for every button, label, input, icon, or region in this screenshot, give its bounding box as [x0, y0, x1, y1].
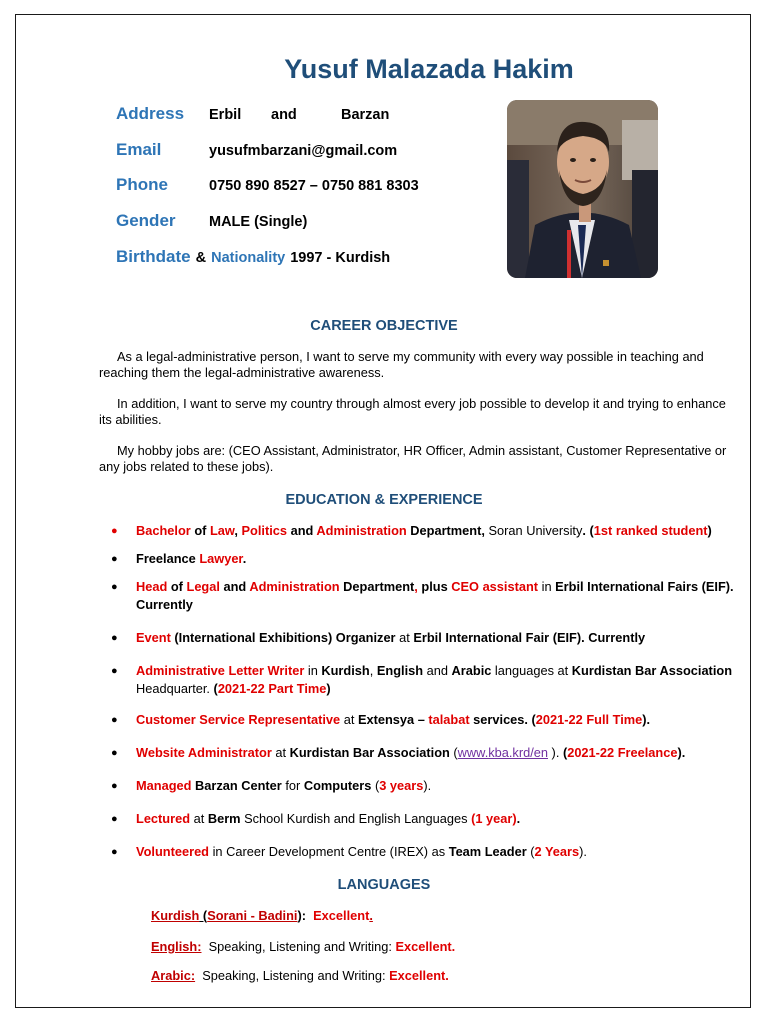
education-text-run: 1st ranked student	[593, 523, 708, 538]
address-row	[116, 104, 389, 128]
education-text-run: Politics	[241, 523, 288, 538]
education-text-run: Lectured	[136, 811, 191, 826]
education-text-run: Head	[136, 579, 168, 594]
education-text-run: Computers	[303, 778, 372, 793]
education-text-run: and	[287, 523, 317, 538]
arabic-skills: Speaking, Listening and Writing:	[202, 968, 386, 983]
education-text-run: (	[526, 844, 535, 859]
ampersand: &	[195, 250, 207, 266]
education-text-run: Managed	[136, 778, 192, 793]
bullet-icon: ●	[111, 780, 118, 792]
education-text-run: Administrative Letter Writer	[136, 663, 305, 678]
education-text-run: Department,	[406, 523, 489, 538]
gender-label: Gender	[116, 211, 176, 230]
birthdate-label: Birthdate	[116, 247, 191, 266]
education-text-run: and	[219, 579, 250, 594]
education-text-run: )	[326, 681, 331, 696]
kurdish-dot: .	[369, 908, 373, 923]
phone-row	[116, 175, 419, 199]
bullet-icon: ●	[111, 553, 118, 565]
education-text-run: Kurdistan Bar Association	[289, 745, 450, 760]
english-label: English:	[151, 939, 202, 954]
education-text-run: Headquarter.	[136, 681, 214, 696]
nationality-label: Nationality	[211, 250, 286, 266]
career-paragraph-1	[99, 349, 739, 381]
bullet-icon: ●	[111, 665, 118, 677]
english-skills: Speaking, Listening and Writing:	[208, 939, 392, 954]
education-text-run: talabat	[428, 712, 470, 727]
education-text-run: Website Administrator	[136, 745, 272, 760]
bullet-icon: ●	[111, 813, 118, 825]
education-text-run: Erbil International Fair (EIF). Currently	[413, 630, 646, 645]
education-text-run: 3 years	[379, 778, 424, 793]
education-text-run: Arabic	[451, 663, 492, 678]
education-text-run: Customer Service Representative	[136, 712, 341, 727]
education-text-run: Bachelor	[136, 523, 191, 538]
education-text-run: ,	[234, 523, 242, 538]
profile-photo	[507, 100, 658, 278]
education-text-run: ,	[369, 663, 377, 678]
education-text-run: Legal	[186, 579, 220, 594]
education-item-text	[136, 843, 741, 861]
education-text-run: Kurdish	[321, 663, 370, 678]
education-text-run: Kurdistan Bar Association	[571, 663, 733, 678]
education-text-run: 2021-22 Full Time	[535, 712, 643, 727]
education-text-run: 2 Years	[534, 844, 580, 859]
education-text-run: .	[242, 551, 247, 566]
email-value[interactable]: yusufmbarzani@gmail.com	[209, 143, 398, 159]
address-label: Address	[116, 104, 185, 123]
education-text-run: services. (	[469, 712, 536, 727]
education-text-run: Extensya –	[357, 712, 429, 727]
career-paragraph-1-text: As a legal-administrative person, I want to serve my community with every way possible in teaching and reaching them the legal-administrative awareness.	[99, 349, 704, 380]
education-text-run: for	[285, 778, 304, 793]
education-text-run: (	[562, 745, 568, 760]
gender-row	[116, 211, 307, 235]
bullet-icon: ●	[111, 632, 118, 644]
education-text-run: at	[271, 745, 290, 760]
languages-heading: LANGUAGES	[337, 877, 431, 893]
education-text-run: in Career Development Centre (IREX) as	[209, 844, 449, 859]
email-label: Email	[116, 140, 162, 159]
education-item-text	[136, 810, 741, 828]
education-text-run: (International Exhibitions) Organizer	[170, 630, 400, 645]
education-item-text	[136, 777, 741, 795]
career-paragraph-2	[99, 396, 739, 428]
bullet-icon: ●	[111, 714, 118, 726]
education-text-run: Department	[339, 579, 415, 594]
education-text-run: )	[707, 523, 712, 538]
education-item-text	[136, 578, 741, 614]
kurdish-label: Kurdish	[151, 908, 200, 923]
language-kurdish	[151, 907, 373, 925]
address-word: Barzan	[341, 107, 390, 123]
education-text-run: and	[423, 663, 452, 678]
education-text-run: (	[213, 681, 218, 696]
education-text-run: Team Leader	[448, 844, 527, 859]
bullet-icon: ●	[111, 747, 118, 759]
education-text-run: (	[371, 778, 380, 793]
phone-label: Phone	[116, 175, 168, 194]
education-text-run: in	[538, 579, 556, 594]
education-text-run: Berm	[207, 811, 241, 826]
education-text-run: Event	[136, 630, 171, 645]
birthdate-row	[116, 247, 390, 271]
birth-nationality-value: 1997 - Kurdish	[290, 250, 391, 266]
gender-value: MALE (Single)	[209, 214, 308, 230]
education-text-run: Barzan Center	[191, 778, 286, 793]
education-text-run: Erbil International Fairs (EIF). Currently	[136, 579, 734, 612]
education-text-run: CEO assistant	[451, 579, 539, 594]
education-item-text	[136, 550, 741, 568]
kurdish-open: (	[199, 908, 208, 923]
arabic-level: Excellent.	[389, 968, 449, 983]
career-paragraph-2-text: In addition, I want to serve my country through almost every job possible to develop it and trying to enhance its abilities.	[99, 396, 726, 427]
education-text-run: Administration	[316, 523, 407, 538]
education-text-run: ).	[677, 745, 686, 760]
education-text-run: 2021-22 Freelance	[567, 745, 678, 760]
bullet-icon: ●	[111, 846, 118, 858]
education-text-run: ,	[414, 579, 418, 594]
kurdish-close: ):	[297, 908, 307, 923]
education-text-run: Lawyer	[199, 551, 243, 566]
education-text-run: ).	[642, 712, 651, 727]
education-text-run: of	[167, 579, 187, 594]
education-text-run: ).	[423, 778, 432, 793]
bullet-icon: ●	[111, 581, 118, 593]
website-link[interactable]: www.kba.krd/en	[457, 745, 548, 760]
language-english	[151, 938, 455, 956]
education-text-run: ).	[579, 844, 587, 859]
education-text-run: School Kurdish and English Languages	[240, 811, 472, 826]
education-heading: EDUCATION & EXPERIENCE	[285, 492, 483, 508]
career-paragraph-3-text: My hobby jobs are: (CEO Assistant, Administrator, HR Officer, Admin assistant, Customer Representative or any jobs related to these jobs).	[99, 443, 727, 474]
phone-value: 0750 890 8527 – 0750 881 8303	[209, 178, 419, 194]
education-text-run: at	[399, 630, 414, 645]
career-objective-heading: CAREER OBJECTIVE	[310, 318, 458, 334]
english-level: Excellent.	[395, 939, 456, 954]
address-word: and	[271, 107, 297, 123]
address-value	[209, 107, 389, 123]
education-text-run: (	[449, 745, 458, 760]
education-item-text	[136, 744, 741, 762]
career-paragraph-3	[99, 443, 739, 475]
arabic-label: Arabic:	[151, 968, 196, 983]
education-text-run: . (	[582, 523, 594, 538]
education-text-run: languages at	[491, 663, 572, 678]
education-text-run: in	[304, 663, 322, 678]
education-text-run: (1 year)	[471, 811, 517, 826]
kurdish-level: Excellent	[313, 908, 370, 923]
education-text-run: .	[516, 811, 521, 826]
education-text-run: at	[340, 712, 358, 727]
education-item-text	[136, 629, 741, 647]
education-item-text	[136, 662, 741, 698]
education-text-run: 2021-22 Part Time	[217, 681, 327, 696]
language-arabic	[151, 967, 449, 985]
email-row	[116, 140, 397, 164]
education-text-run: at	[190, 811, 208, 826]
address-word: Erbil	[209, 107, 242, 123]
education-item-text	[136, 711, 741, 729]
education-text-run: Law	[209, 523, 235, 538]
cv-name: Yusuf Malazada Hakim	[284, 54, 574, 84]
education-text-run: ).	[548, 745, 563, 760]
education-text-run: Administration	[249, 579, 340, 594]
education-text-run: Volunteered	[136, 844, 210, 859]
education-item-text	[136, 522, 741, 540]
kurdish-dialects: Sorani - Badini	[207, 908, 298, 923]
education-text-run: of	[190, 523, 210, 538]
education-text-run: Freelance	[136, 551, 200, 566]
education-text-run: Soran University	[488, 523, 583, 538]
education-text-run: plus	[417, 579, 452, 594]
education-text-run: English	[376, 663, 424, 678]
bullet-icon: ●	[111, 525, 118, 537]
